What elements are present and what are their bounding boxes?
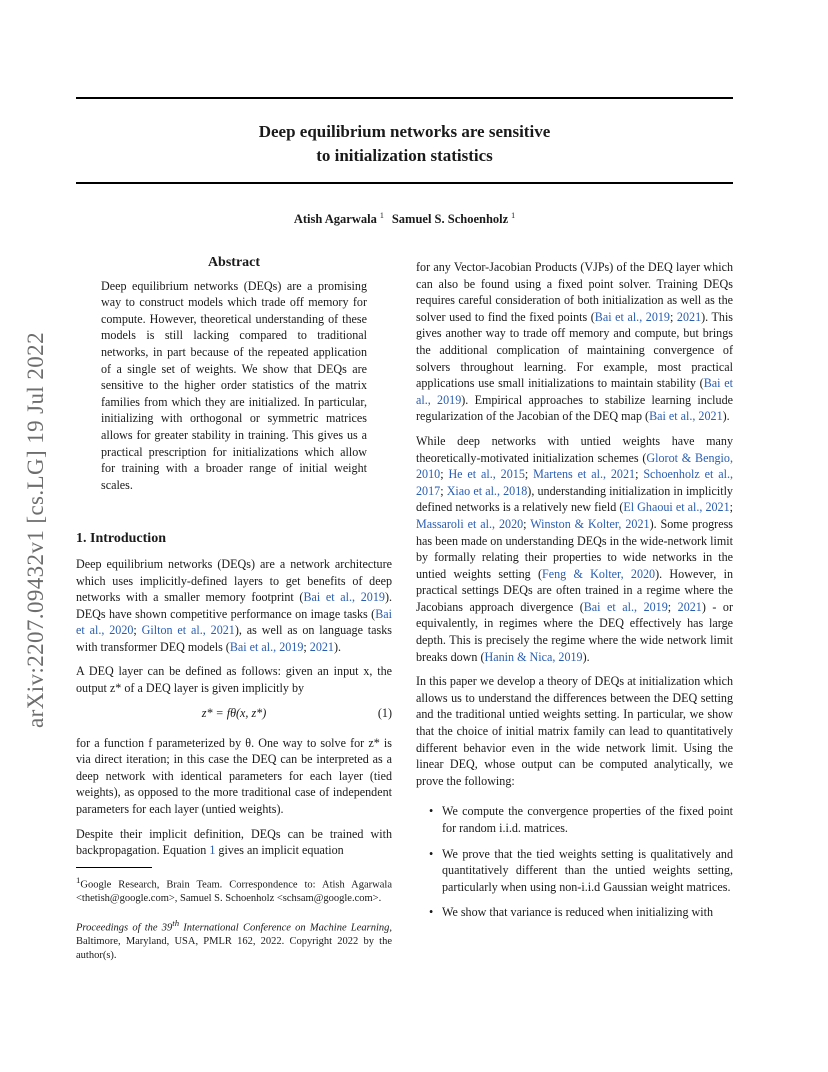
text-run: ;: [524, 467, 534, 482]
list-item: • We compute the convergence properties of the fixed point for random i.i.d. matrices.: [442, 803, 733, 836]
citation-link[interactable]: Bai et al., 2019: [594, 309, 670, 324]
text-run: for any Vector-Jacobian Products (VJPs) of the DEQ layer which can also be found using a fixed point solver. Training DEQs requires careful consideration of both initialization as well as the solver used to find the fixed points (: [416, 260, 733, 324]
affiliation-mark: 1: [379, 211, 384, 220]
intro-paragraph-4: [76, 826, 392, 859]
affiliation-mark: 1: [511, 211, 516, 220]
left-column: [76, 255, 392, 962]
body-paragraph-3: In this paper we develop a theory of DEQs at initialization which allows us to understand the differences between the DEQ setting and the traditional untied weights setting. In particular, we show that the choice of initial matrix family can lead to quantitatively different behavior even in the wide network limit. Using the linear DEQ, whose output can be computed analytically, we prove the following:: [416, 674, 733, 788]
contribution-list: [416, 803, 733, 921]
text-run: Proceedings of the 39: [76, 922, 173, 934]
citation-link[interactable]: Xiao et al., 2018: [446, 483, 528, 498]
citation-link[interactable]: Bai et al., 2019: [583, 599, 668, 614]
author-name: Atish Agarwala: [293, 212, 377, 227]
text-run: ).: [333, 639, 342, 654]
top-rule: [76, 97, 733, 99]
body-paragraph-1: [416, 259, 733, 425]
text-run: ) - or equivalently, in regimes where the DEQ effectively has large depth. This is precisely the regime where the wide network limit breaks down (: [416, 599, 733, 664]
footnote-mark: 1: [76, 874, 81, 885]
text-run: ;: [523, 516, 531, 531]
citation-link[interactable]: He et al., 2015: [448, 467, 525, 482]
paper-title-line-2: to initialization statistics: [316, 146, 493, 165]
text-run: ).: [582, 649, 590, 664]
text-run: Deep equilibrium networks (DEQs) are a network architecture which uses implicitly-defined layers to get benefits of deep networks with a smaller memory footprint (: [76, 556, 392, 605]
arxiv-sidebar: [12, 300, 60, 760]
text-run: , Baltimore, Maryland, USA, PMLR 162, 2022. Copyright 2022 by the author(s).: [76, 922, 392, 961]
text-run: th: [172, 918, 180, 929]
citation-link[interactable]: Winston & Kolter, 2021: [530, 516, 650, 531]
citation-link[interactable]: Bai et al., 2021: [649, 409, 723, 424]
footnote-text: Google Research, Brain Team. Correspondence to: Atish Agarwala <thetish@google.com>, Samuel S. Schoenholz <schsam@google.com>.: [76, 879, 392, 904]
text-run: ). DEQs have shown competitive performance on image tasks (: [76, 590, 392, 621]
text-run: ). This gives another way to trade off memory and compute, but brings the additional complication of maintaining convergence of solvers throughout learning. For example, most practical applications use small initializations to maintain stability (: [416, 309, 734, 391]
abstract-heading: Abstract: [207, 255, 261, 270]
citation-link[interactable]: Massaroli et al., 2020: [416, 516, 524, 531]
paper-title-line-1: Deep equilibrium networks are sensitive: [258, 122, 551, 141]
citation-link[interactable]: Gilton et al., 2021: [141, 623, 235, 638]
affiliation-footnote: [76, 874, 392, 906]
citation-link[interactable]: Feng & Kolter, 2020: [542, 566, 656, 581]
citation-link[interactable]: Glorot & Bengio, 2010: [416, 450, 733, 482]
citation-link[interactable]: Bai et al., 2019: [303, 590, 385, 605]
text-run: While deep networks with untied weights have many theoretically-motivated initialization schemes (: [416, 433, 733, 465]
citation-link[interactable]: 2021: [676, 309, 702, 324]
text-run: ).: [722, 409, 730, 424]
arxiv-identifier: arXiv:2207.09432v1 [cs.LG] 19 Jul 2022: [23, 332, 48, 728]
text-run: ;: [729, 500, 734, 515]
text-run: Despite their implicit definition, DEQs can be trained with backpropagation. Equation: [76, 826, 392, 858]
equation-body: z* = fθ(x, z*): [201, 705, 267, 720]
citation-link[interactable]: Schoenholz et al., 2017: [416, 467, 734, 498]
text-run: ;: [669, 309, 677, 324]
abstract-text: Deep equilibrium networks (DEQs) are a promising way to construct models which trade off memory for compute. However, theoretical understanding of these models is still lacking compared to traditional networks, in part because of the repeated application of a single set of weights. We show that DEQs are sensitive to the higher order statistics of the matrix families from which they are initialized. In particular, initializing with orthogonal or symmetric matrices allows for greater stability in training. This gives us a practical prescription for initializations which allow for training with a broader range of initial weight scales.: [101, 278, 367, 492]
citation-link[interactable]: 2021: [677, 599, 702, 614]
citation-link[interactable]: 2021: [309, 639, 334, 654]
list-item: • We show that variance is reduced when initializing with: [442, 904, 733, 921]
bottom-rule: [76, 182, 733, 184]
intro-paragraph-3: for a function f parameterized by θ. One way to solve for z* is via direct iteration; in this case the DEQ can be interpreted as a deep network with identical parameters for each layer (tied weights), as opposed to the more traditional case of independent parameters for each layer (untied weights).: [76, 735, 392, 817]
text-run: ), understanding initialization in implicitly defined networks is a relatively new field (: [416, 483, 733, 515]
equation-1: [76, 705, 392, 727]
text-run: ). Some progress has been made on understanding DEQs in the wide-network limit by formally relating their properties to wide networks in the untied weights setting (: [416, 516, 733, 581]
text-run: ;: [133, 623, 142, 638]
citation-link[interactable]: Hanin & Nica, 2019: [484, 649, 583, 664]
right-column: [416, 259, 733, 930]
citation-link[interactable]: Bai et al., 2019: [229, 639, 304, 654]
text-run: International Conference on Machine Learning: [179, 922, 390, 934]
citation-link[interactable]: Bai et al., 2019: [416, 376, 733, 407]
text-run: ;: [303, 639, 310, 654]
author-name: Samuel S. Schoenholz: [391, 212, 509, 227]
text-run: ;: [667, 599, 678, 614]
citation-link[interactable]: Martens et al., 2021: [533, 467, 636, 482]
footnote-rule: [76, 867, 152, 868]
section-heading-introduction: 1. Introduction: [76, 531, 166, 547]
body-paragraph-2: [416, 433, 733, 665]
text-run: ;: [635, 467, 644, 482]
text-run: ;: [440, 467, 449, 482]
text-run: ), as well as on language tasks with transformer DEQ models (: [76, 623, 392, 654]
citation-link[interactable]: El Ghaoui et al., 2021: [623, 500, 730, 515]
list-item: • We prove that the tied weights setting is qualitatively and quantitatively different than the untied weights setting, particularly when using non-i.i.d Gaussian weight matrices.: [442, 846, 733, 896]
intro-paragraph-2: A DEQ layer can be defined as follows: given an input x, the output z* of a DEQ layer is given implicitly by: [76, 664, 392, 696]
equation-number: (1): [377, 705, 392, 720]
proceedings-note: [76, 917, 392, 962]
equation-reference-link[interactable]: 1: [209, 843, 216, 858]
citation-link[interactable]: Bai et al., 2020: [76, 606, 392, 638]
intro-paragraph-1: [76, 556, 392, 656]
author-list: [76, 211, 733, 227]
text-run: gives an implicit equation: [215, 843, 344, 858]
text-run: ). However, in practical settings DEQs are often trained in a regime where the Jacobians approach divergence (: [416, 566, 733, 614]
text-run: ). Empirical approaches to stabilize learning include regularization of the Jacobian of the DEQ map (: [416, 392, 733, 424]
text-run: ;: [440, 483, 447, 498]
